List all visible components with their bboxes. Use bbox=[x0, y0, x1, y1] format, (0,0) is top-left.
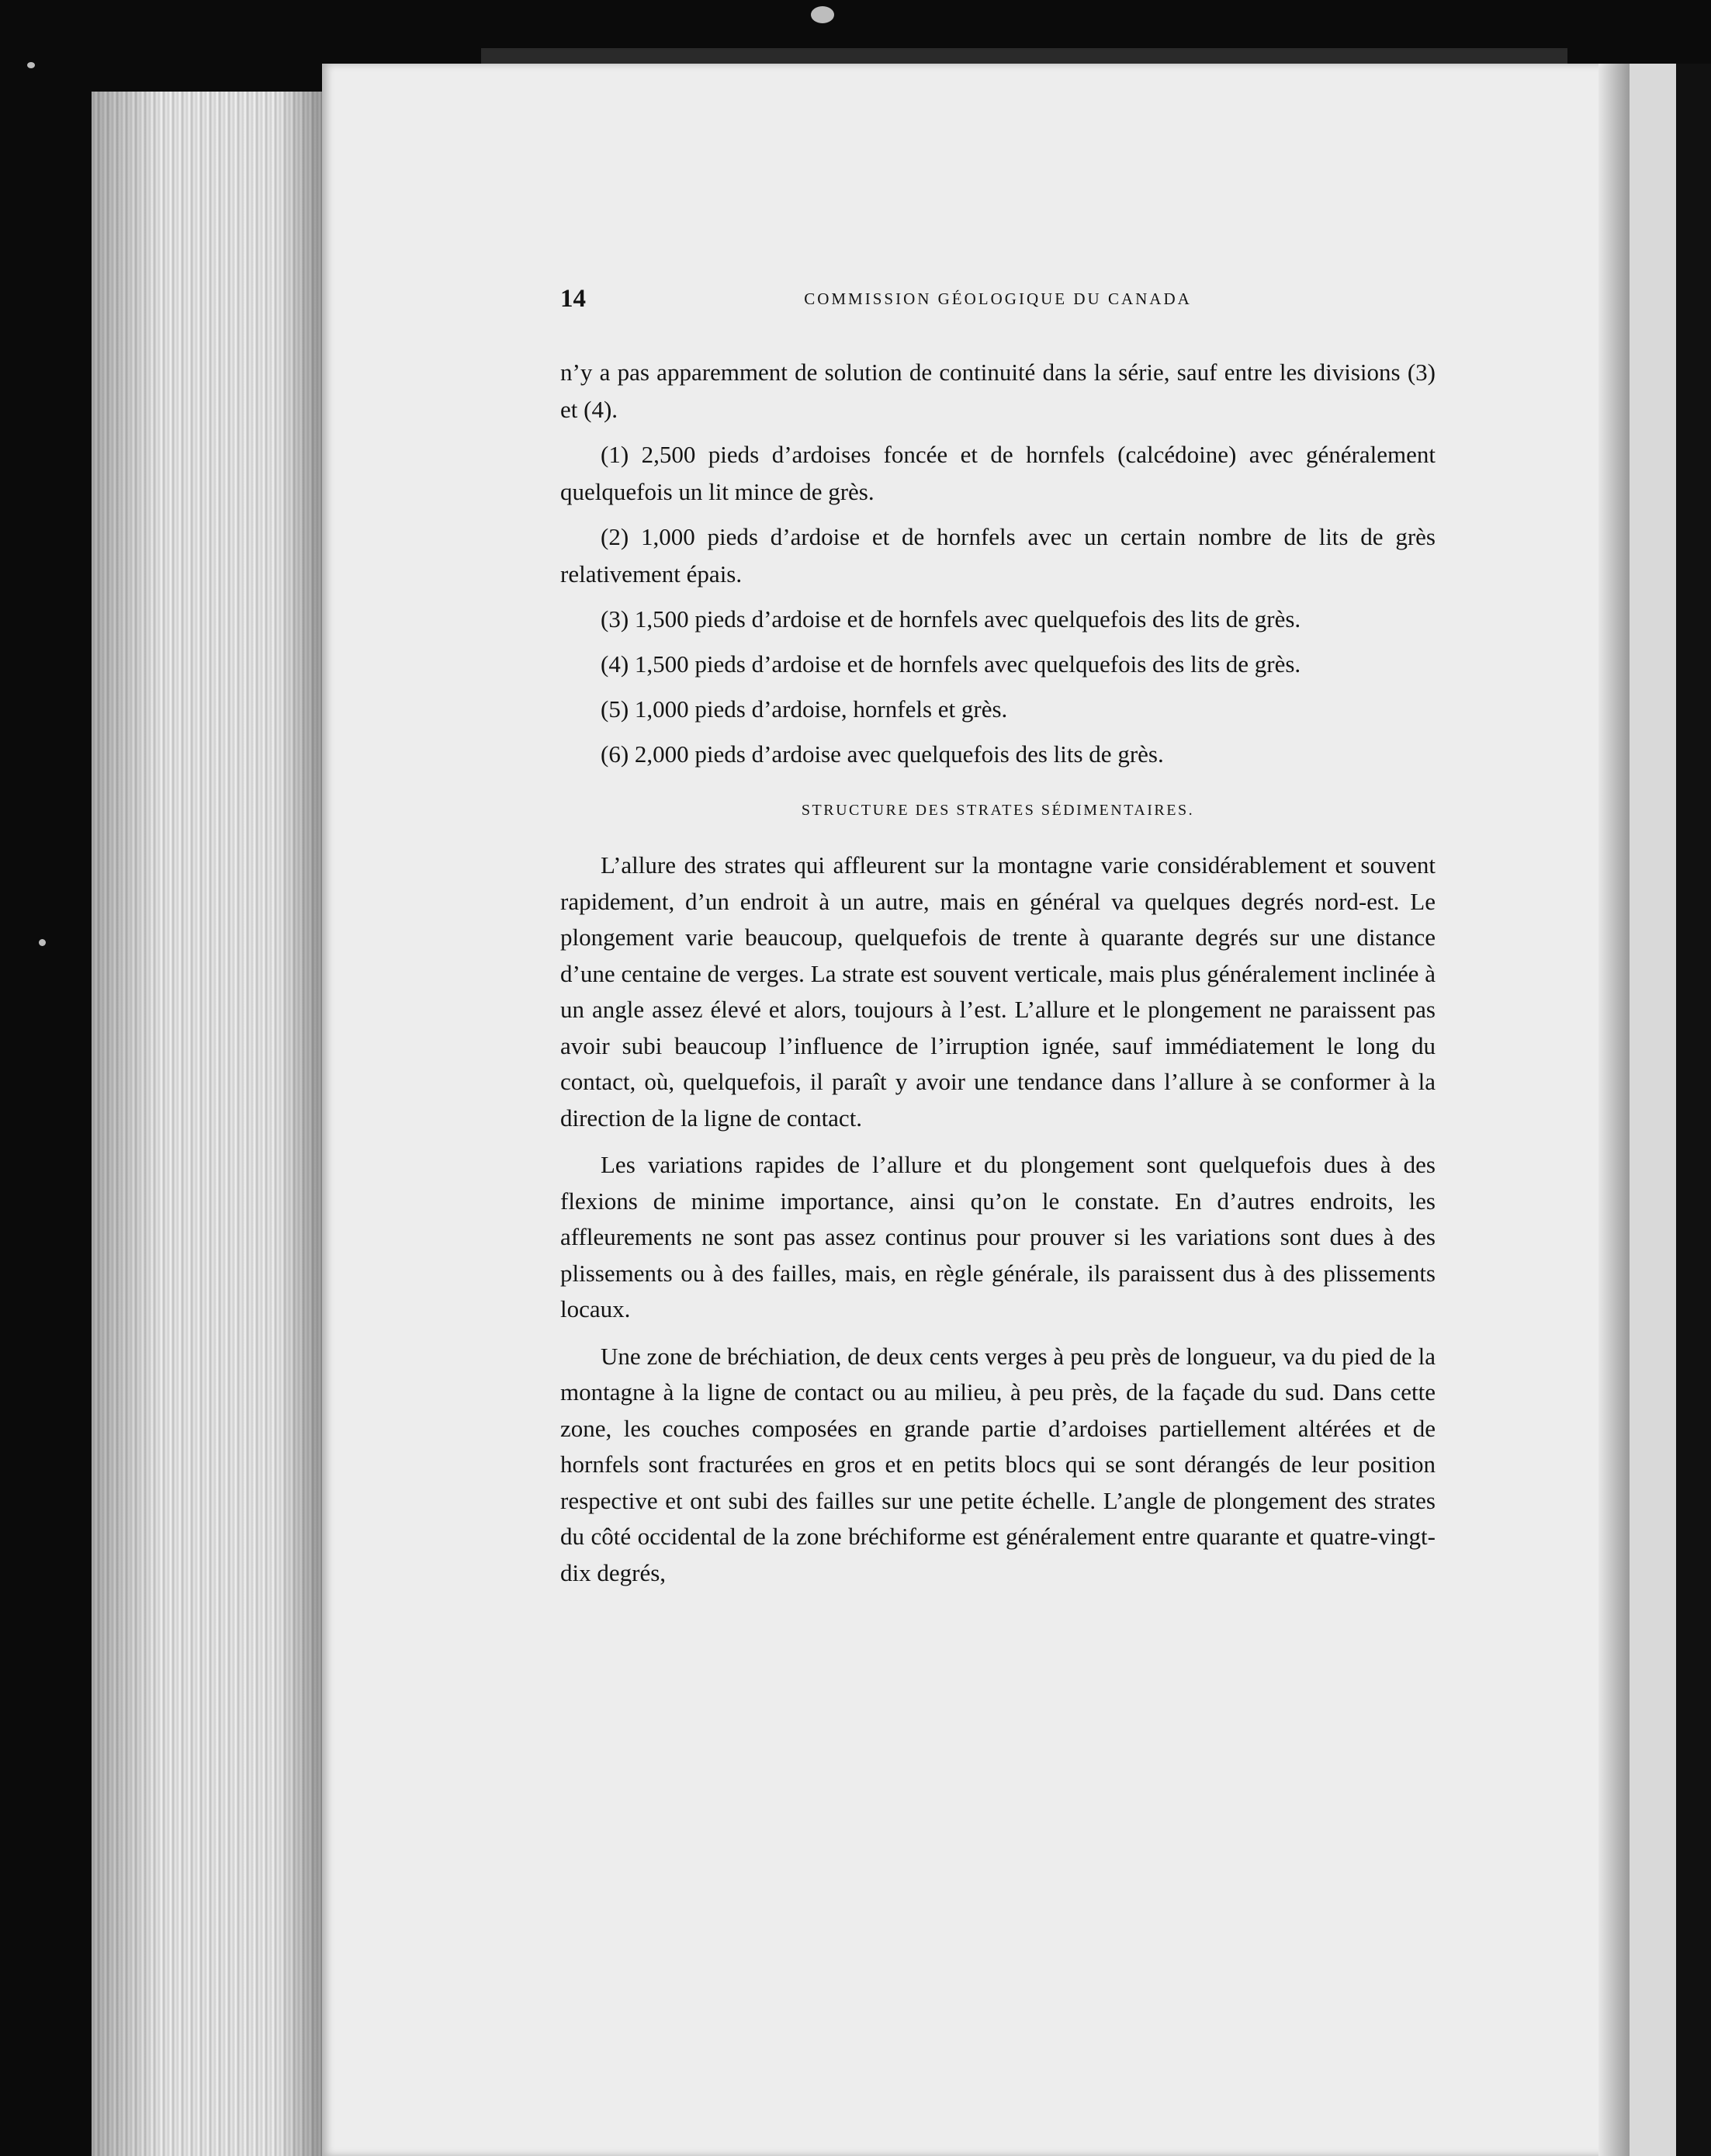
page-number: 14 bbox=[560, 285, 586, 313]
division-item: (2) 1,000 pieds d’ardoise et de hornfels avec un certain nombre de lits de grès relativement épais. bbox=[560, 523, 1436, 588]
intro-paragraph: n’y a pas apparemment de solution de continuité dans la série, sauf entre les divisions (3) et (4). bbox=[560, 359, 1436, 423]
running-head bbox=[560, 279, 1436, 318]
division-item: (6) 2,000 pieds d’ardoise avec quelquefois des lits de grès. bbox=[601, 740, 1164, 768]
body-paragraph: Les variations rapides de l’allure et du plongement sont quelquefois dues à des flexions de minime importance, ainsi qu’on le constate. En d’autres endroits, les affleurements ne sont pas assez continus pour prouver si les variations sont dues à des plissements ou à des failles, mais, en règle générale, ils paraissent dus à des plissements locaux. bbox=[560, 1151, 1436, 1322]
text-block bbox=[560, 279, 1436, 1602]
dust-speck bbox=[27, 62, 35, 68]
page-gutter bbox=[1598, 64, 1630, 2156]
dust-speck bbox=[811, 6, 834, 23]
division-item: (4) 1,500 pieds d’ardoise et de hornfels avec quelquefois des lits de grès. bbox=[601, 650, 1301, 678]
book-edge-shadow bbox=[92, 92, 324, 2156]
section-heading: STRUCTURE DES STRATES SÉDIMENTAIRES. bbox=[801, 802, 1195, 819]
right-leaf bbox=[1630, 64, 1676, 2156]
running-title: COMMISSION GÉOLOGIQUE DU CANADA bbox=[804, 289, 1192, 308]
body-paragraph: Une zone de bréchiation, de deux cents verges à peu près de longueur, va du pied de la montagne à la ligne de contact ou au milieu, à peu près, de la façade du sud. Dans cette zone, les couches composées en grande partie d’ardoises partiellement altérées et de hornfels sont fracturées en gros et en petits blocs qui se sont dérangés de leur position respective et ont subi des failles sur une petite échelle. L’angle de plongement des strates du côté occidental de la zone bréchiforme est généralement entre quarante et quatre-vingt-dix degrés, bbox=[560, 1342, 1436, 1586]
body-paragraph: L’allure des strates qui affleurent sur la montagne varie considérablement et souvent rapidement, d’un endroit à un autre, mais en général va quelques degrés nord-est. Le plongement varie beaucoup, quelquefois de trente à quarante degrés sur une distance d’une centaine de verges. La strate est souvent verticale, mais plus généralement inclinée à un angle assez élevé et alors, toujours à l’est. L’allure et le plongement ne paraissent pas avoir subi beaucoup l’influence de l’irruption ignée, sauf immédiatement le long du contact, où, quelquefois, il paraît y avoir une tendance dans l’allure à se conformer à la direction de la ligne de contact. bbox=[560, 851, 1436, 1132]
division-item: (1) 2,500 pieds d’ardoises foncée et de hornfels (calcédoine) avec généralement quelquefois un lit mince de grès. bbox=[560, 441, 1436, 505]
top-strip bbox=[481, 48, 1567, 64]
division-item: (3) 1,500 pieds d’ardoise et de hornfels avec quelquefois des lits de grès. bbox=[601, 605, 1301, 633]
division-item: (5) 1,000 pieds d’ardoise, hornfels et grès. bbox=[601, 695, 1008, 723]
right-leaf-edge bbox=[1676, 64, 1711, 2156]
dust-speck bbox=[39, 939, 46, 946]
